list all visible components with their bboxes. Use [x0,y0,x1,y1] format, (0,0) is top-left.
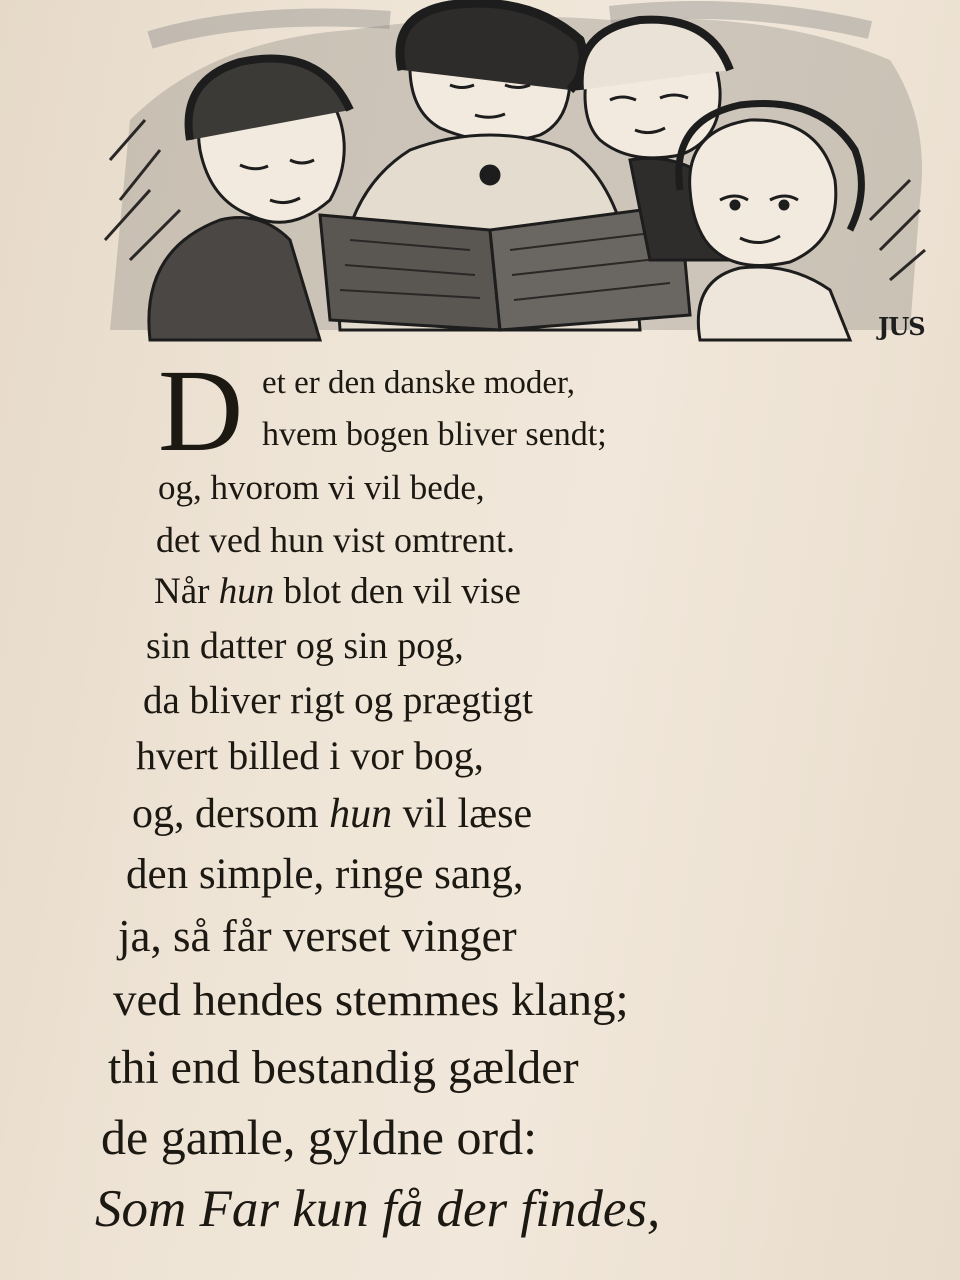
poem-line [113,973,629,1027]
poem-line [143,678,533,723]
poem-text: ved hendes stemmes klang; [113,974,629,1026]
poem-line [262,365,575,402]
poem-line [146,624,464,668]
poem-text: blot den vil vise [274,571,521,612]
poem-line [156,519,515,561]
poem-text: og, hvorom vi vil bede, [158,468,485,507]
poem-line [158,468,485,508]
poem-text: Som Far kun få der findes, [95,1180,661,1238]
poem-text: den simple, ringe sang, [126,851,524,898]
poem-line [118,910,517,962]
emphasized-word: hun [218,571,275,612]
poem-text: hvem bogen bliver sendt; [262,416,607,453]
poem-text: hvert billed i vor bog, [136,733,484,778]
poem-text: et er den danske moder, [262,365,575,401]
poem-line [95,1179,660,1239]
poem-text: Når [154,571,219,612]
poem-line [262,416,607,454]
poem-text: thi end bestandig gælder [108,1041,579,1094]
poem-text: vil læse [392,791,533,837]
poem-text: da bliver rigt og prægtigt [143,679,533,722]
poem-line [136,732,484,779]
poem-text: sin datter og sin pog, [146,625,464,667]
poem-line [126,850,524,899]
poem-line [108,1040,579,1095]
poem-text: ja, så får verset vinger [118,911,517,961]
illustrator-signature: JUS [878,312,925,341]
poem-line [154,570,521,613]
poem-text: og, dersom [132,791,330,837]
poem-text: de gamle, gyldne ord: [101,1109,537,1165]
drop-cap: D [158,345,244,476]
poem-text: det ved hun vist omtrent. [156,520,515,560]
poem-line [132,790,532,838]
emphasized-word: hun [329,791,393,837]
poem-line [101,1108,537,1166]
